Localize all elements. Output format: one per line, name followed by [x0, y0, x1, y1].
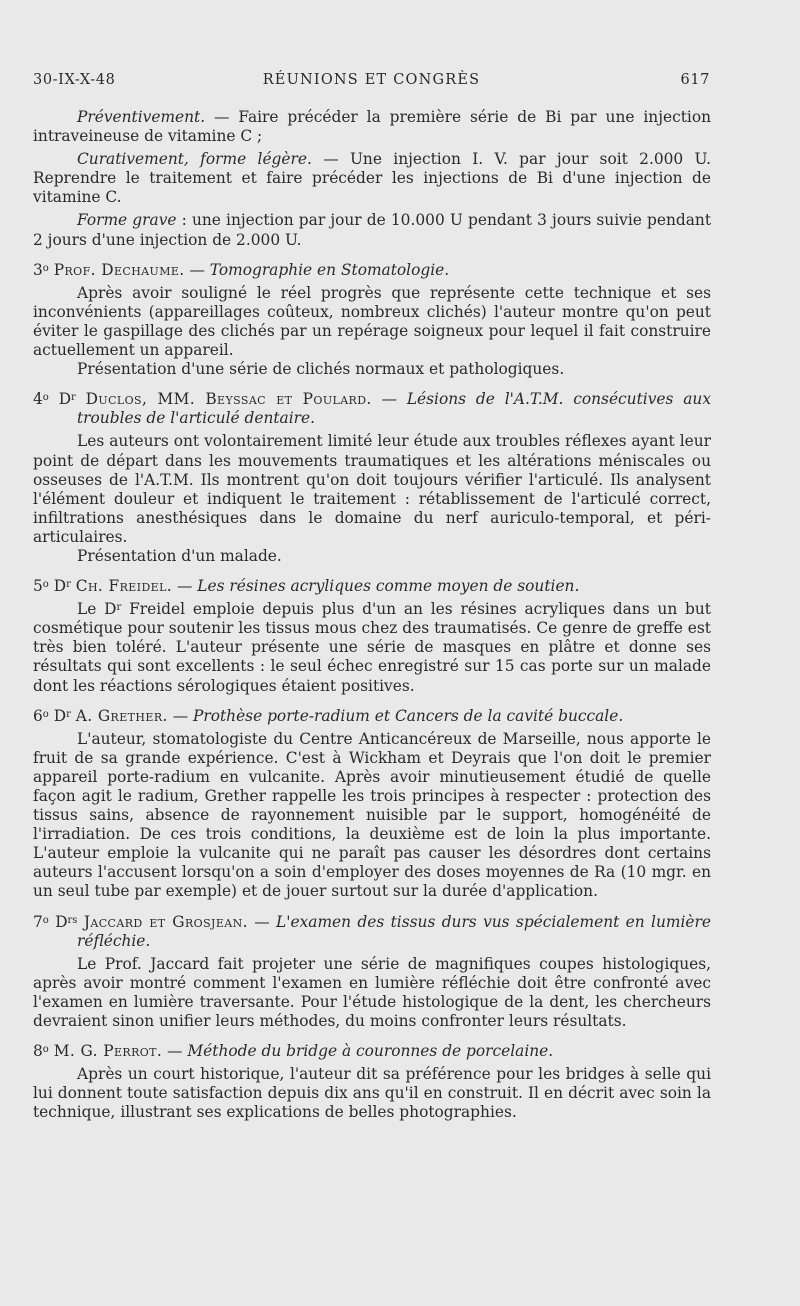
intro-paragraph-preventive: Préventivement. — Faire précéder la première série de Bi par une injection intraveineuse de vitamine C ;: [33, 108, 711, 146]
item-paragraph-6a: L'auteur, stomatologiste du Centre Anticancéreux de Marseille, nous apporte le fruit de sa grande expérience. C'est à Wickham et Deyrais que l'on doit le premier appareil porte-radium en vulcanite. Après avoir minutieusement étudié de quelle façon agit le radium, Grether rappelle les trois principes à respecter : protection des tissus sains, absence de rayonnement nuisible par le support, homogénéité de l'irradiation. De ces trois conditions, la deuxième est de loin la plus importante. L'auteur emploie la vulcanite qui ne paraît pas causer les désordres dont certains auteurs l'accusent lorsqu'on a soin d'employer des doses moyennes de Ra (10 mgr. en un seul tube par exemple) et de jouer surtout sur la durée d'application.: [33, 729, 711, 901]
item-title-6: Prothèse porte-radium et Cancers de la cavité buccale.: [193, 706, 624, 725]
header-date: 30-IX-X-48: [33, 72, 116, 88]
intro-label-curative: Curativement, forme légère.: [77, 150, 312, 169]
intro-label-severe: Forme grave: [77, 211, 177, 230]
item-paragraph-3b: Présentation d'une série de clichés normaux et pathologiques.: [77, 360, 565, 379]
item-heading-7: 7$^o$ $D^{rs}$ Jaccard et Grosjean. — L'examen des tissus durs vus spécialement en lumière réfléchie.: [33, 912, 711, 950]
item-heading-8: 8$^o$ M. G. Perrot. — Méthode du bridge à couronnes de porcelaine.: [33, 1042, 554, 1061]
item-author-7: Jaccard et Grosjean.: [83, 912, 248, 931]
item-paragraph-5a: Le $D^r$ Freidel emploie depuis plus d'un an les résines acryliques dans un but cosmétique pour soutenir les tissus mous chez des traumatisés. Ce genre de greffe est très bien toléré. L'auteur présente une série de masques en plâtre et donne ses résultats qui sont excellents : le seul échec enregistré sur 15 cas porte sur un malade dont les réactions sérologiques étaient positives.: [33, 600, 711, 695]
item-author-6: A. Grether.: [75, 706, 168, 725]
item-title-4: Lésions de l'A.T.M. consécutives aux troubles de l'articulé dentaire.: [77, 390, 712, 428]
item-title-5: Les résines acryliques comme moyen de soutien.: [197, 577, 580, 596]
item-author-8: M. G. Perrot.: [53, 1042, 163, 1061]
item-title-3: Tomographie en Stomatologie.: [209, 260, 450, 279]
item-paragraph-3a: Après avoir souligné le réel progrès que représente cette technique et ses inconvénients (appareillages coûteux, nombreux clichés) l'auteur montre qu'on peut éviter le gaspillage des clichés par un repérage soigneux pour lequel il fait construire actuellement un appareil.: [33, 283, 711, 360]
item-author-5: Ch. Freidel.: [75, 577, 173, 596]
intro-paragraph-curative: Curativement, forme légère. — Une injection I. V. par jour soit 2.000 U. Reprendre le traitement et faire précéder les injections de Bi d'une injection de vitamine C.: [33, 150, 711, 207]
item-heading-3: 3$^o$ Prof. Dechaume. — Tomographie en Stomatologie.: [33, 260, 450, 279]
intro-paragraph-severe: Forme grave : une injection par jour de 10.000 U pendant 3 jours suivie pendant 2 jours d'une injection de 2.000 U.: [33, 211, 711, 249]
item-heading-6: 6$^o$ $D^r$ A. Grether. — Prothèse porte-radium et Cancers de la cavité buccale.: [33, 706, 624, 725]
page-body: [33, 108, 711, 1123]
item-paragraph-4a: Les auteurs ont volontairement limité leur étude aux troubles réflexes ayant leur point de départ dans les mouvements traumatiques et les altérations méniscales ou osseuses de l'A.T.M. Ils montrent qu'on doit toujours vérifier l'articulé. Ils analysent l'élément douleur et indiquent le traitement : rétablissement de l'articulé correct, infiltrations anesthésiques dans le domaine du nerf auriculo-temporal, et péri-articulaires.: [33, 432, 711, 546]
item-heading-5: 5$^o$ $D^r$ Ch. Freidel. — Les résines acryliques comme moyen de soutien.: [33, 577, 580, 596]
item-title-7: L'examen des tissus durs vus spécialement en lumière réfléchie.: [77, 912, 711, 950]
item-heading-4: 4$^o$ $D^r$ Duclos, MM. Beyssac et Poulard. — Lésions de l'A.T.M. consécutives aux troubles de l'articulé dentaire.: [33, 390, 712, 428]
header-title: RÉUNIONS ET CONGRÈS: [262, 72, 481, 88]
intro-label-preventive: Préventivement.: [77, 108, 206, 126]
item-author-4: Duclos, MM. Beyssac et Poulard.: [85, 390, 372, 409]
item-title-8: Méthode du bridge à couronnes de porcelaine.: [187, 1042, 554, 1061]
item-paragraph-7a: Le Prof. Jaccard fait projeter une série de magnifiques coupes histologiques, après avoir montré comment l'examen en lumière réfléchie doit être confronté avec l'examen en lumière traversante. Pour l'étude histologique de la dent, les chercheurs devraient sinon unifier leurs méthodes, du moins confronter leurs résultats.: [33, 954, 711, 1031]
item-author-3: Prof. Dechaume.: [53, 260, 185, 279]
item-paragraph-8a: Après un court historique, l'auteur dit sa préférence pour les bridges à selle qui lui donnent toute satisfaction depuis dix ans qu'il en construit. Il en décrit avec soin la technique, illustrant ses explications de belles photographies.: [33, 1065, 711, 1122]
item-paragraph-4b: Présentation d'un malade.: [77, 546, 282, 565]
page-number: 617: [680, 72, 710, 88]
